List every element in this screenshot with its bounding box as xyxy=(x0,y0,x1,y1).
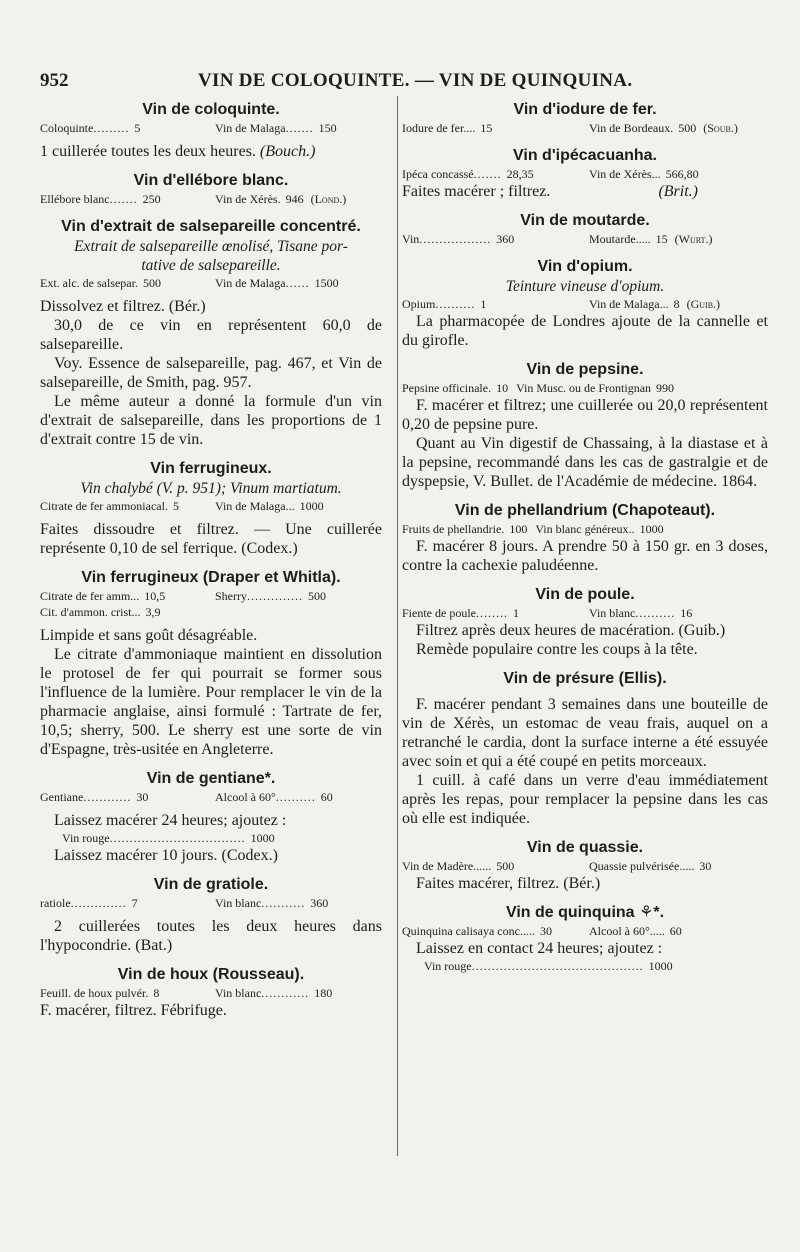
recipe-title: Vin de houx (Rousseau). xyxy=(117,966,305,983)
left-column xyxy=(40,100,382,1020)
ingredient: ratiole xyxy=(40,896,71,910)
ingredient: Fiente de poule xyxy=(402,606,476,620)
quantity: 500 xyxy=(308,589,326,603)
recipe-gentiane xyxy=(40,769,382,865)
ingredient-row: Ellébore blanc....... 250 Vin de Xérès. 946 (Lond.) xyxy=(40,192,347,206)
quantity: 990 xyxy=(656,381,675,395)
page-number: 952 xyxy=(40,70,69,91)
recipe-title: Vin ferrugineux (Draper et Whitla). xyxy=(81,569,341,586)
ingredient-row: Quinquina calisaya conc..... 30 Alcool à 60°..... 60 xyxy=(402,924,682,938)
note: La pharmacopée de Londres ajoute de la cannelle et du girofle. xyxy=(402,313,768,349)
recipe-title: Vin de phellandrium (Chapoteaut). xyxy=(454,502,716,519)
recipe-draper xyxy=(40,568,382,759)
recipe-title: Vin ferrugineux. xyxy=(150,460,272,477)
source-ref: (Guib.) xyxy=(686,297,721,311)
instruction: Dissolvez et filtrez. (Bér.) xyxy=(40,298,206,315)
quantity: 8 xyxy=(153,986,160,1000)
quantity: 1000 xyxy=(639,522,664,536)
recipe-coloquinte xyxy=(40,100,382,161)
ingredient: Alcool à 60° xyxy=(215,790,276,804)
recipe-poule xyxy=(402,585,768,659)
recipe-ipeca xyxy=(402,146,768,201)
column-divider xyxy=(397,96,398,1156)
quantity: 1500 xyxy=(314,276,339,290)
ingredient: Vin de Xérès xyxy=(215,192,278,206)
ingredient: Sherry xyxy=(215,589,247,603)
instruction: F. macérer, filtrez. Fébrifuge. xyxy=(40,1002,227,1019)
recipe-synonyms: Teinture vineuse d'opium. xyxy=(505,278,665,295)
note: Remède populaire contre les coups à la tête. xyxy=(416,641,698,658)
quantity: 100 xyxy=(509,522,528,536)
recipe-synonyms: Vin chalybé (V. p. 951); Vinum martiatum. xyxy=(80,480,342,497)
quantity: 28,35 xyxy=(506,167,534,181)
quantity: 500 xyxy=(496,859,515,873)
quantity: 60 xyxy=(669,924,682,938)
source-ref: (Brit.) xyxy=(658,183,698,200)
ingredient: Citrate de fer ammoniacal xyxy=(40,499,165,513)
ingredient-row: Ipéca concassé....... 28,35 Vin de Xérès... 566,80 xyxy=(402,167,699,181)
ingredient: Fruits de phellandrie xyxy=(402,522,502,536)
recipe-ferrugineux xyxy=(40,459,382,558)
quantity: 15 xyxy=(655,232,668,246)
recipe-pepsine xyxy=(402,360,768,491)
ingredient-row: Fiente de poule........ 1 Vin blanc.......... 16 xyxy=(402,606,693,620)
quantity: 60 xyxy=(320,790,333,804)
quantity: 1000 xyxy=(299,499,324,513)
ingredient: Ellébore blanc xyxy=(40,192,110,206)
quantity: 1000 xyxy=(648,959,673,973)
instruction: Laissez macérer 24 heures; ajoutez : xyxy=(54,812,287,829)
quantity: 5 xyxy=(172,499,179,513)
ingredient: Pepsine officinale xyxy=(402,381,489,395)
quantity: 10,5 xyxy=(144,589,166,603)
recipe-title: Vin d'ipécacuanha. xyxy=(513,147,657,164)
quantity: 10 xyxy=(496,381,509,395)
ingredient-row: Opium.......... 1 Vin de Malaga... 8 (Guib.) xyxy=(402,297,721,311)
recipe-quinquina xyxy=(402,903,768,974)
ingredient-row: Vin rouge........................................... 1000 xyxy=(424,959,673,973)
recipe-synonyms: Extrait de salsepareille œnolisé, Tisane por- tative de salsepareille. xyxy=(74,238,348,274)
quantity: 360 xyxy=(310,896,329,910)
recipe-title: Vin de coloquinte. xyxy=(142,101,280,118)
ingredient: Ipéca concassé xyxy=(402,167,474,181)
ingredient: Vin rouge xyxy=(62,831,110,845)
quantity: 15 xyxy=(480,121,493,135)
recipe-title: Vin d'iodure de fer. xyxy=(513,101,657,118)
ingredient-row: Fruits de phellandrie. 100 Vin blanc généreux.. 1000 xyxy=(402,522,664,536)
recipe-salsepareille xyxy=(40,217,382,449)
cross-reference: Quant au Vin digestif de Chassaing, à la diastase et à la pepsine, recommandé dans les cas de gastralgie et de dyspepsie, V. Bullet. de l'Académie de médecine. 1864. xyxy=(402,435,768,490)
ingredient-row: Cit. d'ammon. crist... 3,9 xyxy=(40,605,161,619)
ingredient-row: Pepsine officinale. 10 Vin Musc. ou de Frontignan 990 xyxy=(402,381,675,395)
quantity: 5 xyxy=(134,121,141,135)
recipe-title: Vin de poule. xyxy=(535,586,635,603)
source-ref: (Soub.) xyxy=(703,121,738,135)
recipe-phellandrium xyxy=(402,501,768,575)
ingredient: Cit. d'ammon. crist. xyxy=(40,605,135,619)
recipe-title: Vin de gentiane*. xyxy=(146,770,276,787)
quantity: 500 xyxy=(678,121,697,135)
quantity: 7 xyxy=(131,896,138,910)
ingredient: Vin blanc xyxy=(589,606,636,620)
ingredient: Vin de Malaga xyxy=(215,121,286,135)
source-ref: (Bouch.) xyxy=(259,143,316,160)
ingredient: Vin de Malaga xyxy=(215,276,286,290)
ingredient: Vin Musc. ou de Frontignan xyxy=(516,381,652,395)
source-ref: (Lond.) xyxy=(310,192,347,206)
quantity: 16 xyxy=(680,606,693,620)
quantity: 1000 xyxy=(250,831,275,845)
instruction: Faites macérer, filtrez. (Bér.) xyxy=(416,875,601,892)
instruction: 1 cuill. à café dans un verre d'eau immédiatement après les repas, pour remplacer la pepsine dans les cas où elle est indiquée. xyxy=(402,772,768,827)
recipe-moutarde xyxy=(402,211,768,247)
ingredient-row: Citrate de fer ammoniacal. 5 Vin de Malaga... 1000 xyxy=(40,499,324,513)
ingredient-row: Iodure de fer.... 15 Vin de Bordeaux. 500 (Soub.) xyxy=(402,121,738,135)
ingredient: Vin de Malaga xyxy=(589,297,660,311)
ingredient: Opium xyxy=(402,297,436,311)
ingredient: Alcool à 60° xyxy=(589,924,650,938)
ingredient-row: Coloquinte......... 5 Vin de Malaga....... 150 xyxy=(40,121,337,135)
ingredient: Quassie pulvérisée xyxy=(589,859,680,873)
ingredient: Gentiane xyxy=(40,790,84,804)
ingredient: Quinquina calisaya conc xyxy=(402,924,520,938)
recipe-title: Vin de pepsine. xyxy=(526,361,644,378)
page-header xyxy=(40,70,780,98)
ingredient-row: Gentiane............ 30 Alcool à 60°.......... 60 xyxy=(40,790,333,804)
instruction: 2 cuillerées toutes les deux heures dans l'hypocondrie. (Bat.) xyxy=(40,918,382,954)
instruction: F. macérer et filtrez; une cuillerée ou 20,0 représentent 0,20 de pepsine pure. xyxy=(402,397,768,433)
ingredient: Iodure de fer xyxy=(402,121,464,135)
ingredient-row: Citrate de fer amm... 10,5 Sherry.............. 500 xyxy=(40,589,326,603)
ingredient-row: ratiole.............. 7 Vin blanc........... 360 xyxy=(40,896,329,910)
recipe-quassie xyxy=(402,838,768,893)
ingredient-row: Feuill. de houx pulvér. 8 Vin blanc............ 180 xyxy=(40,986,333,1000)
recipe-gratiole xyxy=(40,875,382,955)
quantity: 500 xyxy=(142,276,161,290)
quantity: 30 xyxy=(136,790,149,804)
quantity: 180 xyxy=(314,986,333,1000)
source-ref: (Wurt.) xyxy=(674,232,713,246)
ingredient: Vin de Madère xyxy=(402,859,474,873)
recipe-title: Vin de présure (Ellis). xyxy=(503,670,667,687)
instruction: Filtrez après deux heures de macération. (Guib.) xyxy=(416,622,726,639)
instruction: 1 cuillerée toutes les deux heures. (Bouch.) xyxy=(40,143,316,160)
instruction: F. macérer 8 jours. A prendre 50 à 150 gr. en 3 doses, contre la cachexie paludéenne. xyxy=(402,538,768,574)
note: Le citrate d'ammoniaque maintient en dissolution le protosel de fer qui pourrait se former sous l'influence de la lumière. Pour remplacer le vin de la pharmacie anglaise, ainsi formulé : Tartrate de fer, 10,5; sherry, 500. Le sherry est une sorte de vin d'Espagne, très-usitée en Angleterre. xyxy=(40,646,382,758)
ingredient: Coloquinte xyxy=(40,121,94,135)
recipe-ellebore xyxy=(40,171,382,207)
instruction: Laissez en contact 24 heures; ajoutez : xyxy=(416,940,663,957)
ingredient-row: Vin de Madère...... 500 Quassie pulvérisée..... 30 xyxy=(402,859,712,873)
ingredient-row: Ext. alc. de salsepar. 500 Vin de Malaga...... 1500 xyxy=(40,276,339,290)
recipe-presure xyxy=(402,669,768,828)
quantity: 3,9 xyxy=(145,605,161,619)
quantity: 150 xyxy=(318,121,337,135)
note: Le même auteur a donné la formule d'un vin d'extrait de salsepareille, dans les proportions de 1 d'extrait contre 15 de vin. xyxy=(40,393,382,448)
quantity: 1 xyxy=(480,297,487,311)
quantity: 30 xyxy=(539,924,552,938)
recipe-title: Vin d'opium. xyxy=(537,258,633,275)
ingredient: Vin blanc xyxy=(215,986,262,1000)
ingredient: Vin de Malaga xyxy=(215,499,286,513)
recipe-title: Vin de moutarde. xyxy=(520,212,650,229)
ingredient: Vin rouge xyxy=(424,959,472,973)
instruction: Limpide et sans goût désagréable. xyxy=(40,627,258,644)
recipe-houx xyxy=(40,965,382,1020)
recipe-title: Vin de quassie. xyxy=(526,839,644,856)
quantity: 360 xyxy=(496,232,515,246)
recipe-title: Vin de quinquina ⚘*. xyxy=(505,904,665,921)
ingredient: Vin de Xérès xyxy=(589,167,652,181)
cross-reference: Voy. Essence de salsepareille, pag. 467, et Vin de salsepareille, de Smith, pag. 957. xyxy=(40,355,382,391)
ingredient: Ext. alc. de salsepar. xyxy=(40,276,138,290)
quantity: 250 xyxy=(142,192,161,206)
instruction: Faites dissoudre et filtrez. — Une cuillerée représente 0,10 de sel ferrique. (Codex.) xyxy=(40,521,382,557)
ingredient: Vin xyxy=(402,232,420,246)
quantity: 566,80 xyxy=(665,167,699,181)
recipe-opium xyxy=(402,257,768,350)
ingredient: Vin de Bordeaux xyxy=(589,121,671,135)
recipe-title: Vin d'ellébore blanc. xyxy=(133,172,289,189)
quantity: 946 xyxy=(285,192,304,206)
recipe-title: Vin de gratiole. xyxy=(153,876,269,893)
ingredient-row: Vin.................. 360 Moutarde..... 15 (Wurt.) xyxy=(402,232,713,246)
ingredient-row: Vin rouge.................................. 1000 xyxy=(62,831,275,845)
instruction: F. macérer pendant 3 semaines dans une bouteille de vin de Xérès, un estomac de veau frais, auquel on a retranché le cardia, dont la surface interne a été essuyée avec soin et qui a été coupé en petits morceaux. xyxy=(402,696,768,770)
recipe-iodure xyxy=(402,100,768,136)
recipe-title: Vin d'extrait de salsepareille concentré. xyxy=(61,218,361,235)
right-column xyxy=(402,100,768,974)
instruction: 30,0 de ce vin en représentent 60,0 de salsepareille. xyxy=(40,317,382,353)
instruction: Laissez macérer 10 jours. (Codex.) xyxy=(54,847,278,864)
ingredient: Feuill. de houx pulvér. xyxy=(40,986,149,1000)
quantity: 30 xyxy=(699,859,712,873)
ingredient: Citrate de fer amm. xyxy=(40,589,134,603)
instruction: Faites macérer ; filtrez. (Brit.) xyxy=(402,183,698,200)
ingredient: Vin blanc généreux xyxy=(535,522,629,536)
quantity: 8 xyxy=(673,297,680,311)
running-title: VIN DE COLOQUINTE. — VIN DE QUINQUINA. xyxy=(198,70,633,91)
quantity: 1 xyxy=(512,606,519,620)
ingredient: Moutarde xyxy=(589,232,636,246)
ingredient: Vin blanc xyxy=(215,896,262,910)
